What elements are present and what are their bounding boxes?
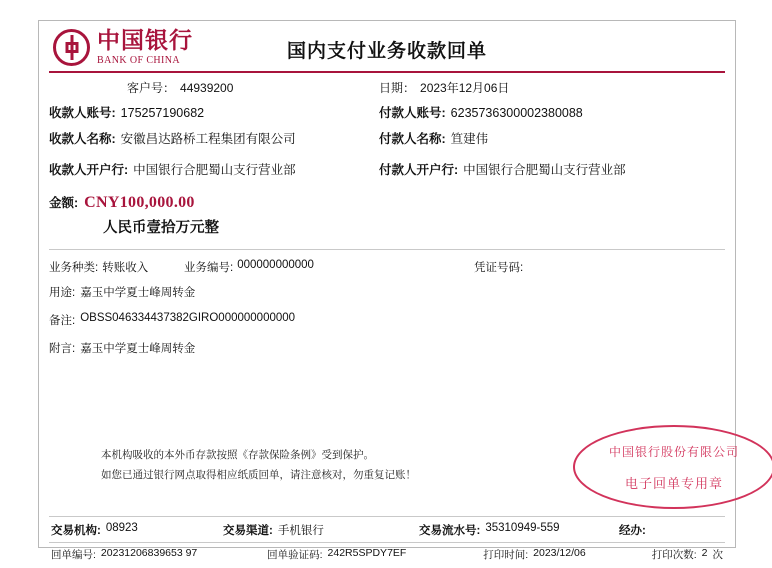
org-label: 交易机构: — [51, 525, 101, 537]
business-no-group — [184, 259, 474, 275]
row-banks — [49, 160, 725, 178]
remark-label: 备注: — [49, 315, 76, 327]
amount-label: 金额: — [49, 196, 79, 210]
print-count-value: 2 — [701, 547, 708, 559]
print-time-label: 打印时间: — [483, 549, 529, 561]
document-body — [39, 73, 735, 237]
seal-bottom-text: 电子回单专用章 — [624, 477, 723, 492]
page-title: 国内支付业务收款回单 — [286, 40, 487, 62]
seal-top-text: 中国银行股份有限公司 — [608, 445, 739, 459]
payee-bank-value: 中国银行合肥蜀山支行营业部 — [133, 163, 296, 177]
footer-row-receipt — [51, 547, 723, 562]
channel-value: 手机银行 — [277, 525, 324, 537]
section-divider — [49, 249, 725, 250]
operator-label: 经办: — [619, 525, 646, 537]
verify-code-value: 242R5SPDY7EF — [327, 547, 407, 559]
details-section — [39, 259, 735, 356]
payer-bank-label: 付款人开户行: — [379, 163, 459, 177]
receipt-no-value: 20231206839653 97 — [100, 547, 198, 559]
payer-account-group — [379, 103, 725, 121]
channel-group — [223, 522, 419, 538]
business-type-value: 转账收入 — [102, 262, 149, 274]
payer-bank-group — [379, 160, 725, 178]
disclaimer-line-1: 本机构吸收的本外币存款按照《存款保险条例》受到保护。 — [101, 449, 374, 461]
row-customer-date — [49, 73, 725, 96]
business-no-value: 000000000000 — [237, 259, 314, 271]
verify-code-label: 回单验证码: — [267, 549, 323, 561]
business-type-label: 业务种类: — [49, 262, 99, 274]
electronic-seal — [573, 425, 772, 509]
bank-name-cn: 中国银行 — [97, 27, 193, 54]
payer-name-group — [379, 129, 725, 147]
operator-group — [619, 522, 723, 538]
serial-value: 35310949-559 — [485, 522, 560, 534]
customer-no-group — [127, 79, 379, 96]
business-type-group — [49, 259, 184, 275]
payer-name-value: 笪建伟 — [450, 132, 489, 146]
amount-value: CNY100,000.00 — [84, 194, 195, 211]
date-label: 日期： — [379, 81, 416, 95]
disclaimer-notes — [101, 446, 416, 486]
channel-label: 交易渠道: — [223, 525, 273, 537]
payer-name-label: 付款人名称: — [379, 132, 446, 146]
serial-group — [419, 522, 619, 538]
serial-label: 交易流水号: — [419, 525, 481, 537]
footer-row-transaction — [51, 522, 723, 538]
postscript-label: 附言: — [49, 343, 76, 355]
remark-value: OBSS046334437382GIRO000000000000 — [80, 312, 296, 324]
payee-name-group — [49, 129, 379, 147]
org-group — [51, 522, 223, 538]
customer-no-label: 客户号： — [127, 81, 176, 95]
postscript-value: 嘉玉中学夏士峰周转金 — [80, 343, 196, 355]
purpose-label: 用途: — [49, 287, 76, 299]
payee-account-label: 收款人账号: — [49, 106, 116, 120]
disclaimer-line-2: 如您已通过银行网点取得相应纸质回单，请注意核对，勿重复记账！ — [101, 468, 416, 481]
payee-name-value: 安徽昌达路桥工程集团有限公司 — [120, 132, 296, 146]
row-purpose — [49, 284, 725, 300]
row-accounts — [49, 103, 725, 121]
date-value: 2023年12月06日 — [420, 81, 510, 95]
print-count-group — [652, 547, 723, 562]
bank-name-en: BANK OF CHINA — [97, 54, 180, 66]
receipt-document — [38, 20, 739, 561]
payee-name-label: 收款人名称: — [49, 132, 116, 146]
print-time-value: 2023/12/06 — [533, 547, 586, 559]
footer-divider-1 — [49, 516, 725, 517]
document-header — [39, 21, 735, 71]
customer-no-value: 44939200 — [180, 81, 234, 95]
purpose-value: 嘉玉中学夏士峰周转金 — [80, 287, 196, 299]
row-postscript — [49, 340, 725, 356]
business-no-label: 业务编号: — [184, 262, 234, 274]
footer-divider-2 — [49, 542, 725, 543]
amount-section — [49, 193, 725, 237]
receipt-no-group — [51, 547, 267, 562]
verify-code-group — [267, 547, 483, 562]
print-time-group — [483, 547, 652, 562]
payee-bank-group — [49, 160, 379, 178]
print-count-unit: 次 — [712, 549, 723, 561]
row-remark — [49, 312, 725, 328]
org-value: 08923 — [105, 522, 138, 534]
payer-bank-value: 中国银行合肥蜀山支行营业部 — [463, 163, 626, 177]
payee-account-value: 175257190682 — [120, 106, 205, 120]
row-business — [49, 259, 725, 275]
amount-in-words: 人民币壹拾万元整 — [103, 220, 219, 236]
payer-account-value: 6235736300002380088 — [450, 106, 583, 120]
seal-ellipse-icon — [573, 425, 772, 509]
print-count-label: 打印次数: — [651, 549, 697, 561]
payee-bank-label: 收款人开户行: — [49, 163, 129, 177]
receipt-no-label: 回单编号: — [51, 549, 96, 561]
date-group — [379, 79, 725, 96]
payer-account-label: 付款人账号: — [379, 106, 446, 120]
row-names — [49, 129, 725, 147]
voucher-no-label: 凭证号码: — [474, 262, 524, 274]
amount-row — [49, 193, 725, 212]
voucher-no-group — [474, 259, 725, 275]
payee-account-group — [49, 103, 379, 121]
